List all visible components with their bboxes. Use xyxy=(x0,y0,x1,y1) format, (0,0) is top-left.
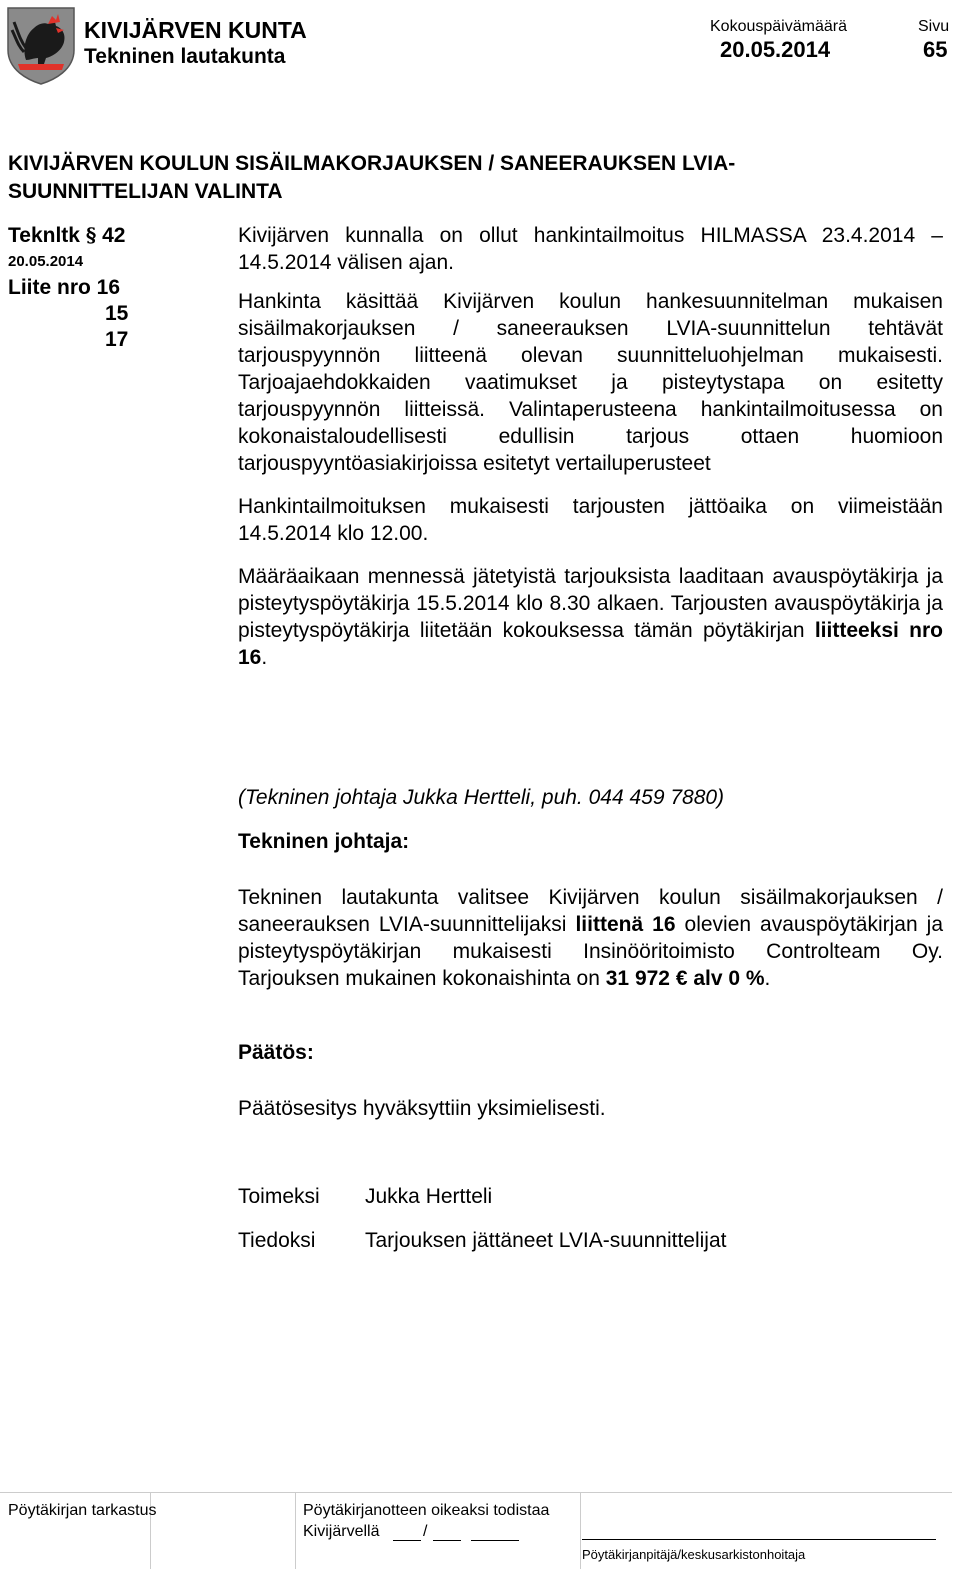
document-title: KIVIJÄRVEN KOULUN SISÄILMAKORJAUKSEN / SANEERAUKSEN LVIA-SUUNNITTELIJAN VALINTA xyxy=(8,152,736,203)
footer-certification-cell xyxy=(295,1493,581,1569)
distribution-value: Jukka Hertteli xyxy=(365,1185,493,1208)
paragraph-opening xyxy=(238,563,943,671)
section-prefix: Teknltk xyxy=(8,224,80,247)
page-number: 65 xyxy=(923,37,948,62)
distribution-label: Toimeksi xyxy=(238,1185,320,1208)
section-date: 20.05.2014 xyxy=(8,253,84,270)
footer-review-label: Pöytäkirjan tarkastus xyxy=(8,1502,157,1519)
proposal-part-2: olevien avauspöytäkirjan ja pisteytyspöytäkirjan mukaisesti Insinööritoimisto Controlteam Oy. Tarjouksen mukainen kokonaishinta on xyxy=(238,913,943,990)
footer-month-line xyxy=(433,1540,461,1541)
meeting-date: 20.05.2014 xyxy=(720,37,831,62)
paragraph-scope: Hankinta käsittää Kivijärven koulun hankesuunnitelman mukaisen sisäilmakorjauksen / saneerauksen LVIA-suunnittelun tehtävät tarjouspyynnön liitteenä olevan suunnitteluohjelman mukaisesti. Tarjoajaehdokkaiden vaatimukset ja pisteytystapa on esitetty tarjouspyynnön liitteissä. Valintaperusteena hankintailmoitusessa on kokonaistaloudellisesti edullisin tarjous ottaen huomioon tarjouspyyntöasiakirjoissa esitetyt vertailuperusteet xyxy=(238,290,943,475)
footer-keeper-cell xyxy=(580,1493,950,1569)
decision-heading: Päätös: xyxy=(238,1041,314,1064)
board-name: Tekninen lautakunta xyxy=(84,45,286,68)
footer-keeper-label: Pöytäkirjanpitäjä/keskusarkistonhoitaja xyxy=(582,1547,806,1562)
proposal-price: 31 972 € alv 0 % xyxy=(605,967,765,990)
attachment-label: Liite nro 16 xyxy=(8,276,121,299)
attachment-number-3: 17 xyxy=(105,328,129,351)
paragraph-deadline: Hankintailmoituksen mukaisesti tarjousten jättöaika on viimeistään 14.5.2014 klo 12.00. xyxy=(238,495,943,545)
section-number: 42 xyxy=(102,224,126,247)
meeting-date-label: Kokouspäivämäärä xyxy=(710,18,847,35)
organization-name: KIVIJÄRVEN KUNTA xyxy=(84,17,307,43)
section-sidebar xyxy=(8,222,128,353)
decision-text: Päätösesitys hyväksyttiin yksimielisesti. xyxy=(238,1097,606,1120)
footer-keeper-signature-line xyxy=(582,1539,936,1540)
footer xyxy=(0,1492,952,1569)
contact-info: (Tekninen johtaja Jukka Hertteli, puh. 044 459 7880) xyxy=(238,786,725,809)
distribution-label: Tiedoksi xyxy=(238,1229,316,1252)
attachment-number-2: 15 xyxy=(105,302,129,325)
coat-of-arms-icon xyxy=(4,4,78,86)
proposal-part-3: . xyxy=(764,967,771,990)
section-symbol: § xyxy=(85,223,97,247)
footer-year-line xyxy=(471,1540,519,1541)
footer-day-line xyxy=(393,1540,421,1541)
footer-certified-label: Pöytäkirjanotteen oikeaksi todistaa xyxy=(303,1502,550,1519)
opening-text: Määräaikaan mennessä jätetyistä tarjouksista laaditaan avauspöytäkirja ja pisteytyspöytäkirja 15.5.2014 klo 8.30 alkaen. Tarjousten avauspöytäkirja ja pisteytyspöytäkirja liitetään kokouksessa tämän pöytäkirjan xyxy=(238,565,943,642)
opening-end: . xyxy=(261,646,268,669)
footer-review-cell xyxy=(0,1493,157,1569)
footer-signature-cell xyxy=(150,1493,296,1569)
paragraph-announcement: Kivijärven kunnalla on ollut hankintailmoitus HILMASSA 23.4.2014 – 14.5.2014 välisen ajan. xyxy=(238,224,943,274)
proposal-heading: Tekninen johtaja: xyxy=(238,830,410,853)
attachment-reference: liitteeksi nro 16 xyxy=(238,619,944,669)
main-body xyxy=(238,222,943,671)
page-label: Sivu xyxy=(918,18,950,35)
proposal-attachment: liittenä 16 xyxy=(575,913,676,936)
footer-place: Kivijärvellä xyxy=(303,1523,380,1540)
proposal-part-1: Tekninen lautakunta valitsee Kivijärven koulun sisäilmakorjauksen / saneerauksen LVIA-suunnittelijaksi xyxy=(238,886,943,936)
proposal-text xyxy=(238,884,943,992)
distribution-value: Tarjouksen jättäneet LVIA-suunnittelijat xyxy=(365,1229,727,1252)
footer-date-separator: / xyxy=(423,1523,428,1540)
